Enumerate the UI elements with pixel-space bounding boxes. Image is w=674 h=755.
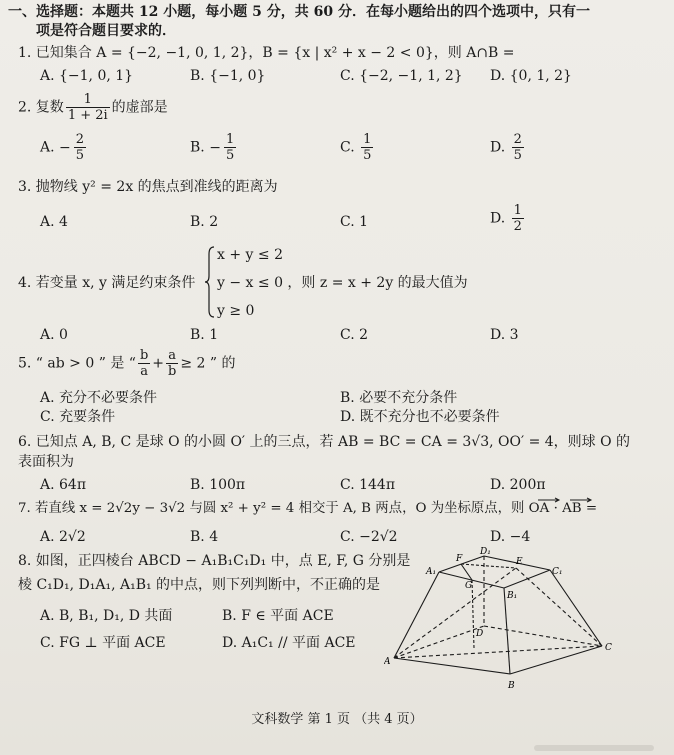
question-6-stem-line2: 表面积为	[18, 454, 74, 470]
question-6-option-c: C. 144π	[340, 477, 396, 493]
page-footer: 文科数学 第 1 页 （共 4 页）	[251, 712, 423, 727]
question-2-option-c	[340, 132, 375, 163]
question-3-stem: 3. 抛物线 y² = 2x 的焦点到准线的距离为	[18, 179, 278, 195]
question-7-option-c: C. −2√2	[340, 529, 398, 545]
label-D: D	[476, 629, 484, 639]
question-2-option-d	[490, 132, 526, 163]
question-6-option-d: D. 200π	[490, 477, 546, 493]
label-A1: A₁	[426, 567, 437, 577]
question-2-option-b	[190, 132, 238, 163]
question-3-option-b: B. 2	[190, 214, 219, 230]
question-3-option-c: C. 1	[340, 214, 369, 230]
section-heading-line2: 项是符合题目要求的．	[36, 23, 176, 39]
frustum-figure	[384, 546, 624, 696]
question-1-option-c: C. {−2, −1, 1, 2}	[340, 68, 463, 84]
question-4-option-c: C. 2	[340, 327, 369, 343]
question-1-stem: 1. 已知集合 A = {−2, −1, 0, 1, 2}，B = {x | x² + x − 2 < 0}，则 A∩B =	[18, 45, 515, 61]
label-G: G	[465, 581, 473, 591]
question-2-frac-den: 1 + 2i	[67, 108, 108, 123]
question-4-option-d: D. 3	[490, 327, 519, 343]
question-4-stem-prefix: 4. 若变量 x, y 满足约束条件	[18, 275, 196, 291]
label-F: F	[456, 554, 463, 564]
label-A: A	[384, 657, 391, 667]
plus-sign: +	[152, 355, 164, 372]
label-C: C	[605, 643, 612, 653]
question-4-constraint-system	[205, 246, 505, 322]
left-brace-icon	[205, 246, 215, 318]
option-den: 5	[75, 148, 85, 163]
constraint-1: x + y ≤ 2	[217, 247, 283, 263]
label-D1: D₁	[480, 547, 491, 557]
question-1-option-a: A. {−1, 0, 1}	[40, 68, 134, 84]
question-4-option-a: A. 0	[40, 327, 68, 343]
scan-shadow	[534, 745, 654, 751]
question-7-option-a: A. 2√2	[40, 529, 86, 545]
constraint-3: y ≥ 0	[217, 303, 255, 319]
frac-den: b	[168, 364, 177, 379]
question-4-option-b: B. 1	[190, 327, 219, 343]
label-E: E	[516, 557, 523, 567]
label-B1: B₁	[507, 591, 518, 601]
question-8-option-d: D. A₁C₁ // 平面 ACE	[222, 635, 356, 651]
option-label: D.	[490, 210, 506, 227]
question-8-option-b: B. F ∈ 平面 ACE	[222, 608, 334, 624]
question-8-option-a: A. B, B₁, D₁, D 共面	[40, 608, 173, 624]
option-den: 5	[225, 148, 235, 163]
option-sign: −	[59, 139, 71, 156]
option-label: C.	[340, 139, 355, 156]
option-sign: −	[209, 139, 221, 156]
question-1-option-d: D. {0, 1, 2}	[490, 68, 572, 84]
frac-num: a	[168, 348, 177, 363]
option-label: A.	[40, 139, 55, 156]
question-2-stem	[18, 92, 168, 123]
question-5-stem-suffix: ≥ 2 ” 的	[180, 355, 236, 372]
question-5-stem	[18, 348, 235, 379]
question-8-stem-line2: 棱 C₁D₁, D₁A₁, A₁B₁ 的中点，则下列判断中，不正确的是	[18, 577, 381, 593]
option-den: 5	[513, 148, 522, 163]
question-2-option-a	[40, 132, 88, 163]
label-B: B	[508, 681, 515, 691]
question-5-stem-prefix: 5. “ ab > 0 ” 是 “	[18, 355, 136, 372]
option-num: 1	[225, 132, 235, 147]
question-2-frac-num: 1	[83, 92, 92, 107]
question-6-stem-line1: 6. 已知点 A, B, C 是球 O 的小圆 O′ 上的三点，若 AB = BC = CA = 3√3, OO′ = 4，则球 O 的	[18, 434, 631, 450]
question-3-option-a: A. 4	[40, 214, 68, 230]
question-6-option-a: A. 64π	[40, 477, 87, 493]
question-5-option-d: D. 既不充分也不必要条件	[340, 409, 500, 425]
question-5-option-a: A. 充分不必要条件	[40, 390, 158, 406]
frac-num: b	[139, 348, 149, 363]
question-5-option-b: B. 必要不充分条件	[340, 390, 458, 406]
frac-den: a	[140, 364, 148, 379]
option-label: B.	[190, 139, 205, 156]
question-2-fraction	[66, 92, 110, 123]
label-C1: C₁	[552, 567, 563, 577]
question-7-option-d: D. −4	[490, 529, 531, 545]
option-num: 2	[513, 132, 522, 147]
question-7-option-b: B. 4	[190, 529, 219, 545]
option-num: 1	[363, 132, 372, 147]
question-8-option-c: C. FG ⊥ 平面 ACE	[40, 635, 166, 651]
question-8-stem-line1: 8. 如图，正四棱台 ABCD − A₁B₁C₁D₁ 中，点 E, F, G 分别是	[18, 553, 411, 569]
question-2-stem-prefix: 2. 复数	[18, 99, 64, 116]
section-heading-line1: 一、选择题：本题共 12 小题，每小题 5 分，共 60 分．在每小题给出的四个选项中，只有一	[8, 4, 590, 20]
question-7-stem: 7. 若直线 x = 2√2y − 3√2 与圆 x² + y² = 4 相交于 A, B 两点，O 为坐标原点，则 OA · AB =	[18, 501, 598, 516]
question-3-option-d	[490, 203, 526, 234]
option-num: 1	[513, 203, 522, 218]
constraint-2: y − x ≤ 0 ，则 z = x + 2y 的最大值为	[217, 275, 468, 291]
option-num: 2	[75, 132, 85, 147]
question-5-option-c: C. 充要条件	[40, 409, 116, 425]
question-2-stem-suffix: 的虚部是	[111, 99, 168, 116]
question-1-option-b: B. {−1, 0}	[190, 68, 266, 84]
option-label: D.	[490, 139, 506, 156]
option-den: 5	[363, 148, 372, 163]
option-den: 2	[513, 219, 522, 234]
vector-arrows-icon	[536, 497, 596, 503]
question-6-option-b: B. 100π	[190, 477, 246, 493]
